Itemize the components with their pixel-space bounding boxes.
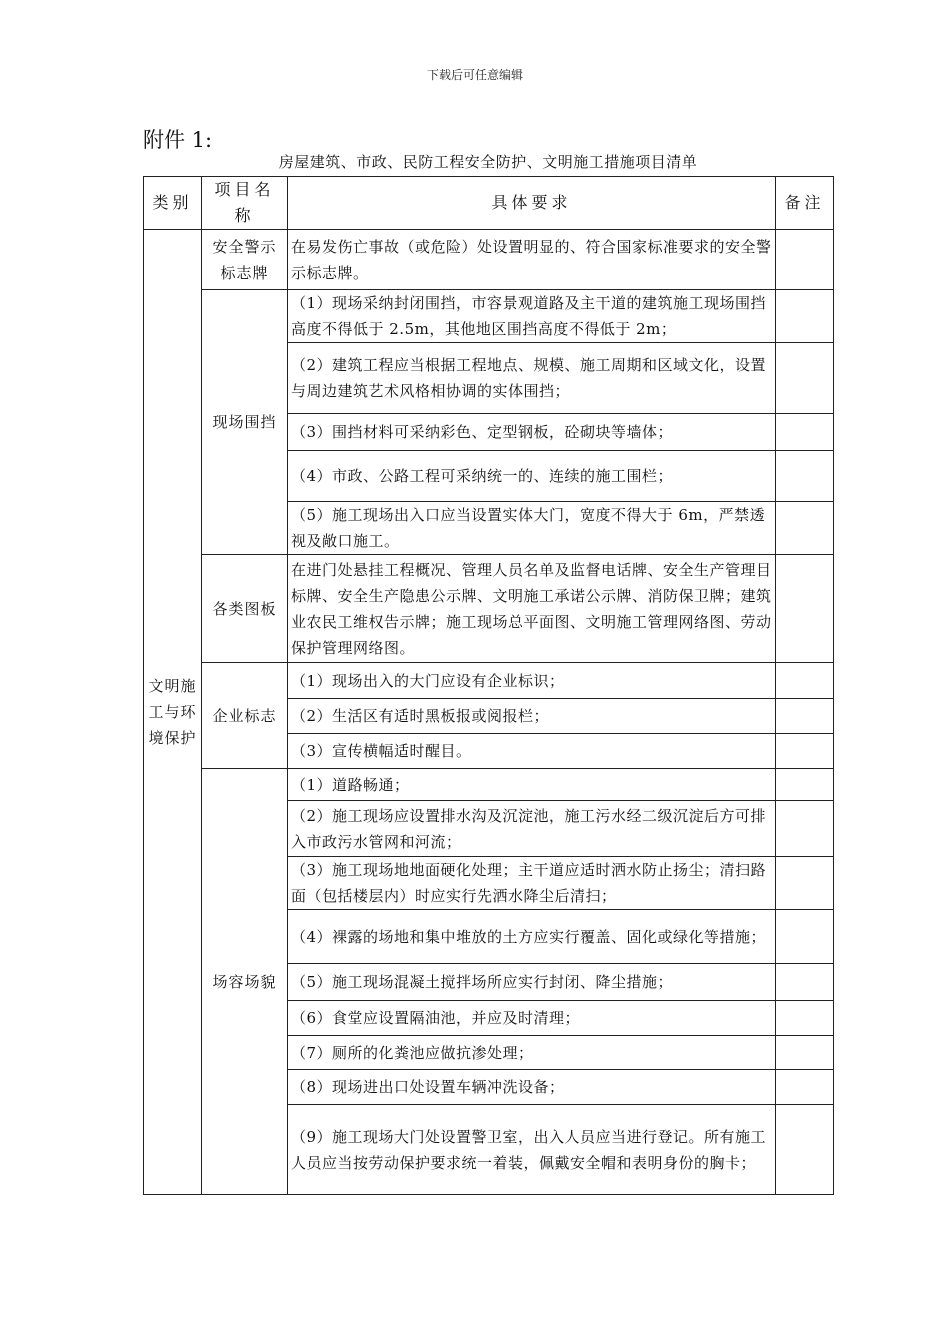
download-watermark: 下载后可任意编辑 [426,68,523,82]
requirement-cell: （4）市政、公路工程可采纳统一的、连续的施工围栏； [288,451,776,502]
header-category: 类别 [144,177,202,230]
item-name-cell: 安全警示标志牌 [202,230,288,290]
requirement-cell: （4）裸露的场地和集中堆放的土方应实行覆盖、固化或绿化等措施； [288,910,776,964]
document-title: 房屋建筑、市政、民防工程安全防护、文明施工措施项目清单 [278,153,698,171]
measures-table [143,176,834,1195]
table-row [144,663,834,699]
requirement-cell: （2）生活区有适时黑板报或阅报栏； [288,699,776,734]
requirement-cell: （2）施工现场应设置排水沟及沉淀池，施工污水经二级沉淀后方可排入市政污水管网和河流； [288,801,776,857]
note-cell [776,699,834,734]
note-cell [776,857,834,910]
note-cell [776,414,834,451]
item-name-cell: 企业标志 [202,663,288,769]
requirement-cell: （1）道路畅通； [288,769,776,801]
note-cell [776,1105,834,1195]
table-row [144,555,834,663]
requirement-cell: （1）现场出入的大门应设有企业标识； [288,663,776,699]
item-name-cell: 现场围挡 [202,290,288,555]
note-cell [776,555,834,663]
note-cell [776,663,834,699]
requirement-cell: （7）厕所的化粪池应做抗渗处理； [288,1036,776,1070]
requirement-cell: （9）施工现场大门处设置警卫室，出入人员应当进行登记。所有施工人员应当按劳动保护要求统一着装，佩戴安全帽和表明身份的胸卡； [288,1105,776,1195]
note-cell [776,451,834,502]
header-item: 项目名称 [202,177,288,230]
table-row [144,769,834,801]
note-cell [776,769,834,801]
note-cell [776,1001,834,1036]
table-body [144,230,834,1195]
note-cell [776,343,834,414]
requirement-cell: （2）建筑工程应当根据工程地点、规模、施工周期和区域文化，设置与周边建筑艺术风格相协调的实体围挡； [288,343,776,414]
note-cell [776,1070,834,1105]
category-cell: 文明施工与环境保护 [144,230,202,1195]
table-row [144,290,834,343]
requirement-cell: （3）宣传横幅适时醒目。 [288,734,776,769]
table-header-row [144,177,834,230]
table-row [144,230,834,290]
note-cell [776,734,834,769]
note-cell [776,1036,834,1070]
requirement-cell: （6）食堂应设置隔油池，并应及时清理； [288,1001,776,1036]
requirement-cell: （8）现场进出口处设置车辆冲洗设备； [288,1070,776,1105]
requirement-cell: 在进门处悬挂工程概况、管理人员名单及监督电话牌、安全生产管理目标牌、安全生产隐患公示牌、文明施工承诺公示牌、消防保卫牌；建筑业农民工维权告示牌；施工现场总平面图、文明施工管理网络图、劳动保护管理网络图。 [288,555,776,663]
requirement-cell: （3）施工现场地地面硬化处理；主干道应适时洒水防止扬尘；清扫路面（包括楼层内）时应实行先洒水降尘后清扫； [288,857,776,910]
requirement-cell: （5）施工现场混凝土搅拌场所应实行封闭、降尘措施； [288,964,776,1001]
note-cell [776,502,834,555]
requirement-cell: （5）施工现场出入口应当设置实体大门，宽度不得大于 6m，严禁透视及敞口施工。 [288,502,776,555]
header-requirement: 具体要求 [288,177,776,230]
attachment-label: 附件 1: [143,128,213,152]
requirement-cell: （1）现场采纳封闭围挡，市容景观道路及主干道的建筑施工现场围挡高度不得低于 2.5m，其他地区围挡高度不得低于 2m； [288,290,776,343]
note-cell [776,290,834,343]
note-cell [776,230,834,290]
note-cell [776,910,834,964]
header-note: 备注 [776,177,834,230]
requirement-cell: 在易发伤亡事故（或危险）处设置明显的、符合国家标准要求的安全警示标志牌。 [288,230,776,290]
item-name-cell: 各类图板 [202,555,288,663]
requirement-cell: （3）围挡材料可采纳彩色、定型钢板，砼砌块等墙体； [288,414,776,451]
note-cell [776,964,834,1001]
note-cell [776,801,834,857]
item-name-cell: 场容场貌 [202,769,288,1195]
